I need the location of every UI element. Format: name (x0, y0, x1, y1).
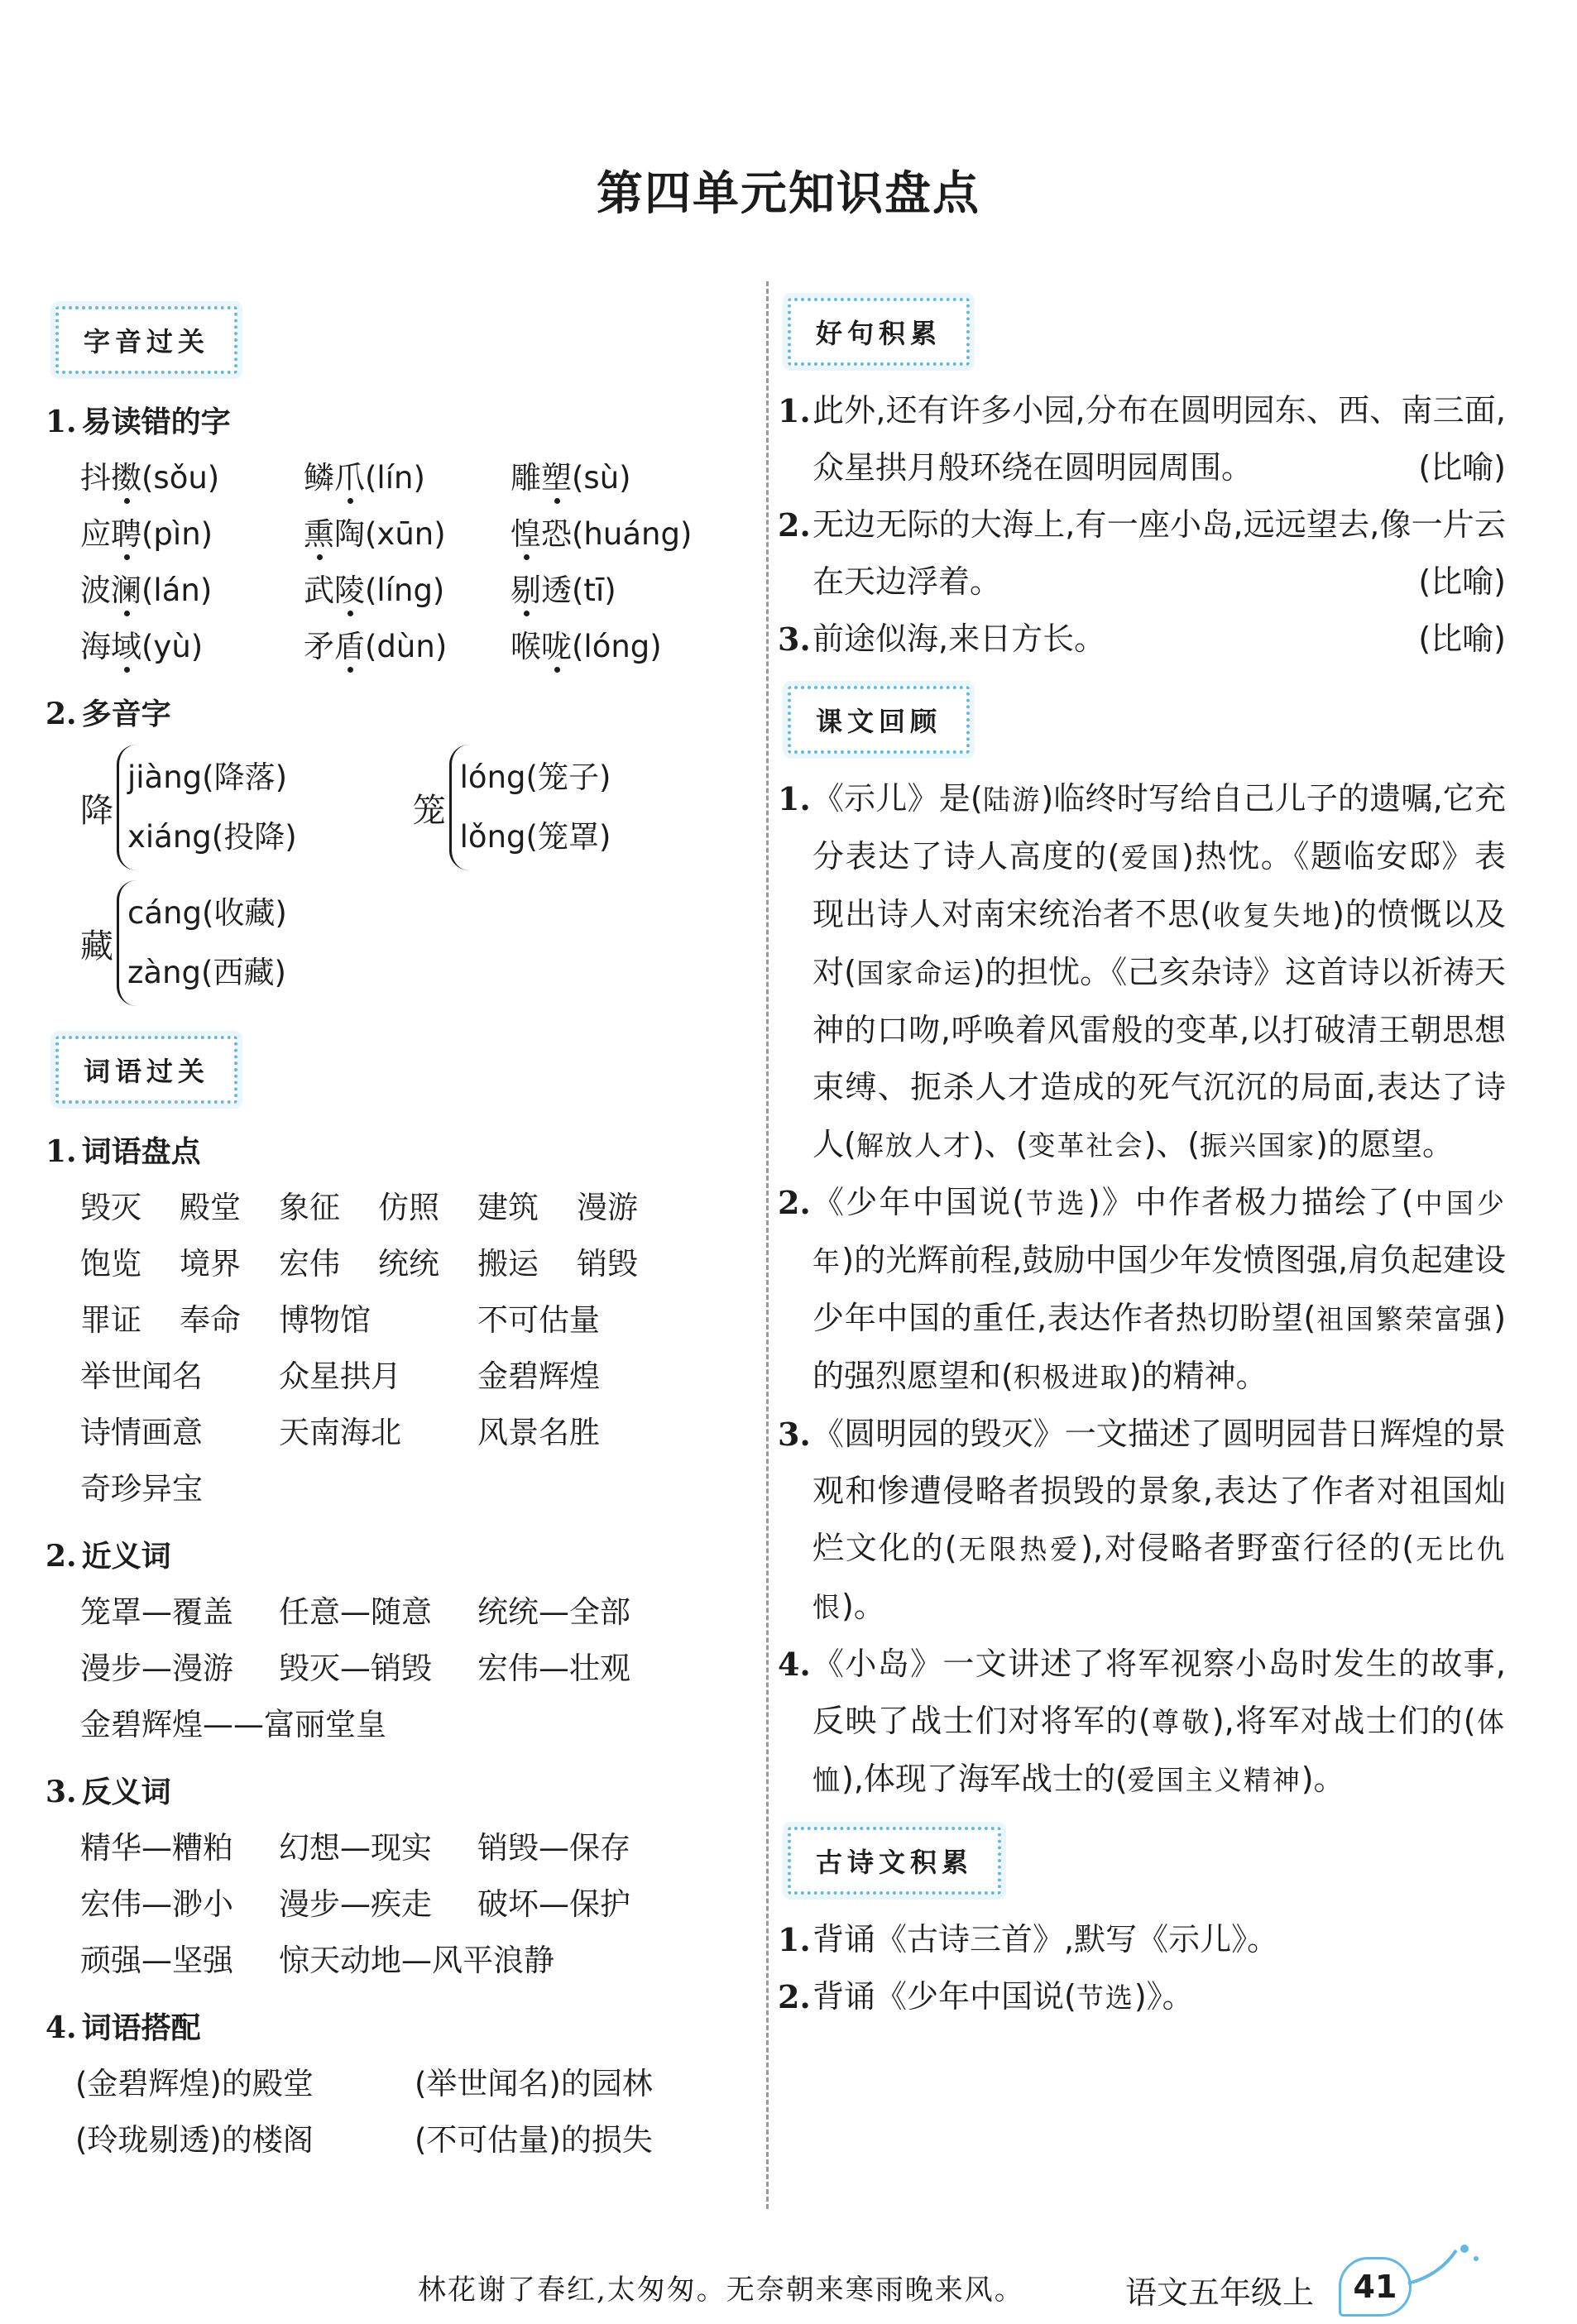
answer-text: 爱国 (1119, 841, 1182, 874)
word-item: 金碧辉煌 (477, 1358, 600, 1394)
synonym-grid: 笼罩—覆盖 任意—随意 统统—全部 漫步—漫游 毁灭—销毁 宏伟—壮观 金碧辉煌——富丽堂皇 (80, 1594, 630, 1742)
word-item: 天南海北 (279, 1415, 401, 1450)
misread-word: 惶恐(huáng) (510, 509, 759, 553)
misread-word: 抖擞(sǒu) (80, 453, 304, 497)
section-tag-text-review: 课文回顾 (788, 686, 970, 754)
answer-text: 爱国主义精神 (1127, 1764, 1301, 1796)
collocation-grid: (金碧辉煌)的殿堂 (举世闻名)的园林 (玲珑剔透)的楼阁 (不可估量)的损失 (75, 2066, 653, 2158)
misread-word: 雕塑(sù) (510, 453, 759, 497)
antonym-grid: 精华—糟粕 幻想—现实 销毁—保存 宏伟—渺小 漫步—疾走 破坏—保护 顽强—坚强 惊天动地—风平浪静 (80, 1830, 630, 1978)
heading-word-list: 1. 词语盘点 (46, 1134, 201, 1169)
word-item: 众星拱月 (279, 1358, 401, 1394)
word-item: 象征 (279, 1190, 340, 1225)
word-item: 仿照 (378, 1190, 439, 1225)
review-paragraph-1: 《示儿》是(陆游)临终时写给自己儿子的遗嘱,它充分表达了诗人高度的(爱国)热忱。《题临安邸》表现出诗人对南宋统治者不思(收复失地)的愤慨以及对(国家命运)的担忧。《己亥杂诗》这首诗以祈祷天神的口吻,呼唤着风雷般的变革,以打破清王朝思想束缚、扼杀人才造成的死气沉沉的局面,表达了诗人(解放人才)、(变革社会)、(振兴国家)的愿望。 (812, 780, 1507, 1162)
heading-antonyms: 3. 反义词 (46, 1775, 171, 1809)
answer-text: 变革社会 (1028, 1129, 1144, 1162)
word-item: 饱览 (80, 1246, 141, 1282)
section-tag-good-sentences: 好句积累 (788, 298, 970, 366)
word-item: 博物馆 (279, 1302, 371, 1338)
list-item: 2. 《少年中国说(节选)》中作者极力描绘了(中国少年)的光辉前程,鼓励中国少年发愤图强,肩负起建设少年中国的重任,表达作者热切盼望(祖国繁荣富强)的强烈愿望和(积极进取)的精神。 (778, 1174, 1506, 1406)
list-item: 2. 背诵《少年中国说(节选)》。 (778, 1978, 1194, 2015)
polyphone-group: 笼 lóng(笼子) lǒng(笼罩) (413, 745, 611, 870)
classical-poetry-list (778, 1911, 1506, 2026)
answer-text: 尊敬 (1150, 1706, 1212, 1738)
word-list-grid (80, 1182, 745, 1508)
answer-text: 国家命运 (856, 957, 973, 989)
word-item: 漫游 (577, 1190, 638, 1225)
word-item: 搬运 (477, 1246, 539, 1282)
misread-word: 波澜(lán) (80, 565, 304, 610)
section-tag-pronunciation: 字音过关 (55, 306, 237, 374)
misread-word: 鳞爪(lín) (304, 453, 510, 497)
answer-text: 祖国繁荣富强 (1316, 1303, 1494, 1335)
column-divider (766, 281, 769, 2209)
misread-word: 海域(yù) (80, 621, 304, 666)
heading-easy-misread: 1. 易读错的字 (46, 405, 231, 439)
answer-text: 收复失地 (1212, 899, 1333, 932)
review-paragraph-3: 《圆明园的毁灭》一文描述了圆明园昔日辉煌的景观和惨遭侵略者损毁的景象,表达了作者对祖国灿烂文化的(无限热爱),对侵略者野蛮行径的(无比仇恨)。 (812, 1416, 1507, 1624)
heading-collocations: 4. 词语搭配 (46, 2010, 201, 2045)
word-item: 不可估量 (477, 1302, 600, 1338)
answer-text: 节选 (1024, 1187, 1088, 1220)
answer-text: 陆游 (982, 783, 1042, 816)
page-title: 第四单元知识盘点 (597, 166, 980, 221)
answer-text: 体恤 (812, 1706, 1507, 1796)
polyphone-group: 降 jiàng(降落) xiáng(投降) (80, 745, 297, 870)
list-item: 1. 背诵《古诗三首》,默写《示儿》。 (778, 1921, 1279, 1958)
misread-word: 熏陶(xūn) (304, 509, 510, 553)
list-item: 3. 《圆明园的毁灭》一文描述了圆明园昔日辉煌的景观和惨遭侵略者损毁的景象,表达了作者对祖国灿烂文化的(无限热爱),对侵略者野蛮行径的(无比仇恨)。 (778, 1406, 1506, 1636)
misread-word: 武陵(líng) (304, 565, 510, 610)
word-item: 销毁 (577, 1246, 638, 1282)
answer-text: 解放人才 (856, 1129, 972, 1162)
swoosh-icon (1407, 2242, 1481, 2292)
misread-word: 应聘(pìn) (80, 509, 304, 553)
review-paragraph-4: 《小岛》一文讲述了将军视察小岛时发生的故事,反映了战士们对将军的(尊敬),将军对战士们的(体恤),体现了海军战士的(爱国主义精神)。 (812, 1646, 1507, 1797)
polyphone-row-1 (80, 745, 745, 870)
answer-text: 无比仇恨 (812, 1533, 1507, 1623)
misread-word: 喉咙(lóng) (510, 621, 759, 666)
list-item: 4. 《小岛》一文讲述了将军视察小岛时发生的故事,反映了战士们对将军的(尊敬),将军对战士们的(体恤),体现了海军战士的(爱国主义精神)。 (778, 1636, 1506, 1809)
text-review-list (778, 770, 1506, 1809)
word-item: 建筑 (477, 1190, 539, 1225)
word-item: 奇珍异宝 (80, 1471, 203, 1507)
word-item: 毁灭 (80, 1190, 141, 1225)
book-label: 语文五年级上 (1125, 2274, 1315, 2311)
word-item: 奉命 (180, 1302, 241, 1338)
word-item: 境界 (180, 1246, 241, 1282)
answer-text: 节选 (1076, 1981, 1134, 2014)
word-item: 风景名胜 (477, 1415, 600, 1450)
left-column (46, 281, 745, 2159)
answer-text: 中国少年 (812, 1187, 1507, 1277)
answer-text: 积极进取 (1013, 1361, 1129, 1393)
word-item: 宏伟 (279, 1246, 340, 1282)
misread-grid (80, 453, 745, 666)
review-paragraph-2: 《少年中国说(节选)》中作者极力描绘了(中国少年)的光辉前程,鼓励中国少年发愤图强,肩负起建设少年中国的重任,表达作者热切盼望(祖国繁荣富强)的强烈愿望和(积极进取)的精神。 (812, 1184, 1507, 1394)
page-number: 41 (1339, 2257, 1412, 2317)
list-item: 3. 前途似海,来日方长。 (比喻) (778, 621, 1506, 658)
misread-word: 剔透(tī) (510, 565, 759, 610)
word-item: 统统 (378, 1246, 439, 1282)
word-item: 罪证 (80, 1302, 141, 1338)
good-sentences-list (778, 382, 1506, 668)
word-item: 诗情画意 (80, 1415, 203, 1450)
word-item: 殿堂 (180, 1190, 241, 1225)
answer-text: 振兴国家 (1200, 1129, 1316, 1162)
misread-word: 矛盾(dùn) (304, 621, 510, 666)
section-tag-words: 词语过关 (55, 1036, 237, 1104)
footer-quote: 林花谢了春红,太匆匆。无奈朝来寒雨晚来风。 (418, 2274, 1024, 2307)
section-tag-classical-poetry: 古诗文积累 (788, 1827, 1001, 1895)
heading-synonyms: 2. 近义词 (46, 1539, 171, 1574)
answer-text: 无限热爱 (956, 1533, 1081, 1565)
list-item: 2. 无边无际的大海上,有一座小岛,远远望去,像一片云在天边浮着。 (比喻) (778, 506, 1506, 600)
heading-polyphone: 2. 多音字 (46, 697, 171, 731)
word-item: 举世闻名 (80, 1358, 203, 1394)
polyphone-group: 藏 cáng(收藏) zàng(西藏) (80, 880, 745, 1006)
list-item: 1. 此外,还有许多小园,分布在圆明园东、西、南三面,众星拱月般环绕在圆明园周围。 (比喻) (778, 392, 1506, 486)
right-column (778, 281, 1506, 2026)
list-item: 1. 《示儿》是(陆游)临终时写给自己儿子的遗嘱,它充分表达了诗人高度的(爱国)热忱。《题临安邸》表现出诗人对南宋统治者不思(收复失地)的愤慨以及对(国家命运)的担忧。《己亥杂诗》这首诗以祈祷天神的口吻,呼唤着风雷般的变革,以打破清王朝思想束缚、扼杀人才造成的死气沉沉的局面,表达了诗人(解放人才)、(变革社会)、(振兴国家)的愿望。 (778, 770, 1506, 1174)
